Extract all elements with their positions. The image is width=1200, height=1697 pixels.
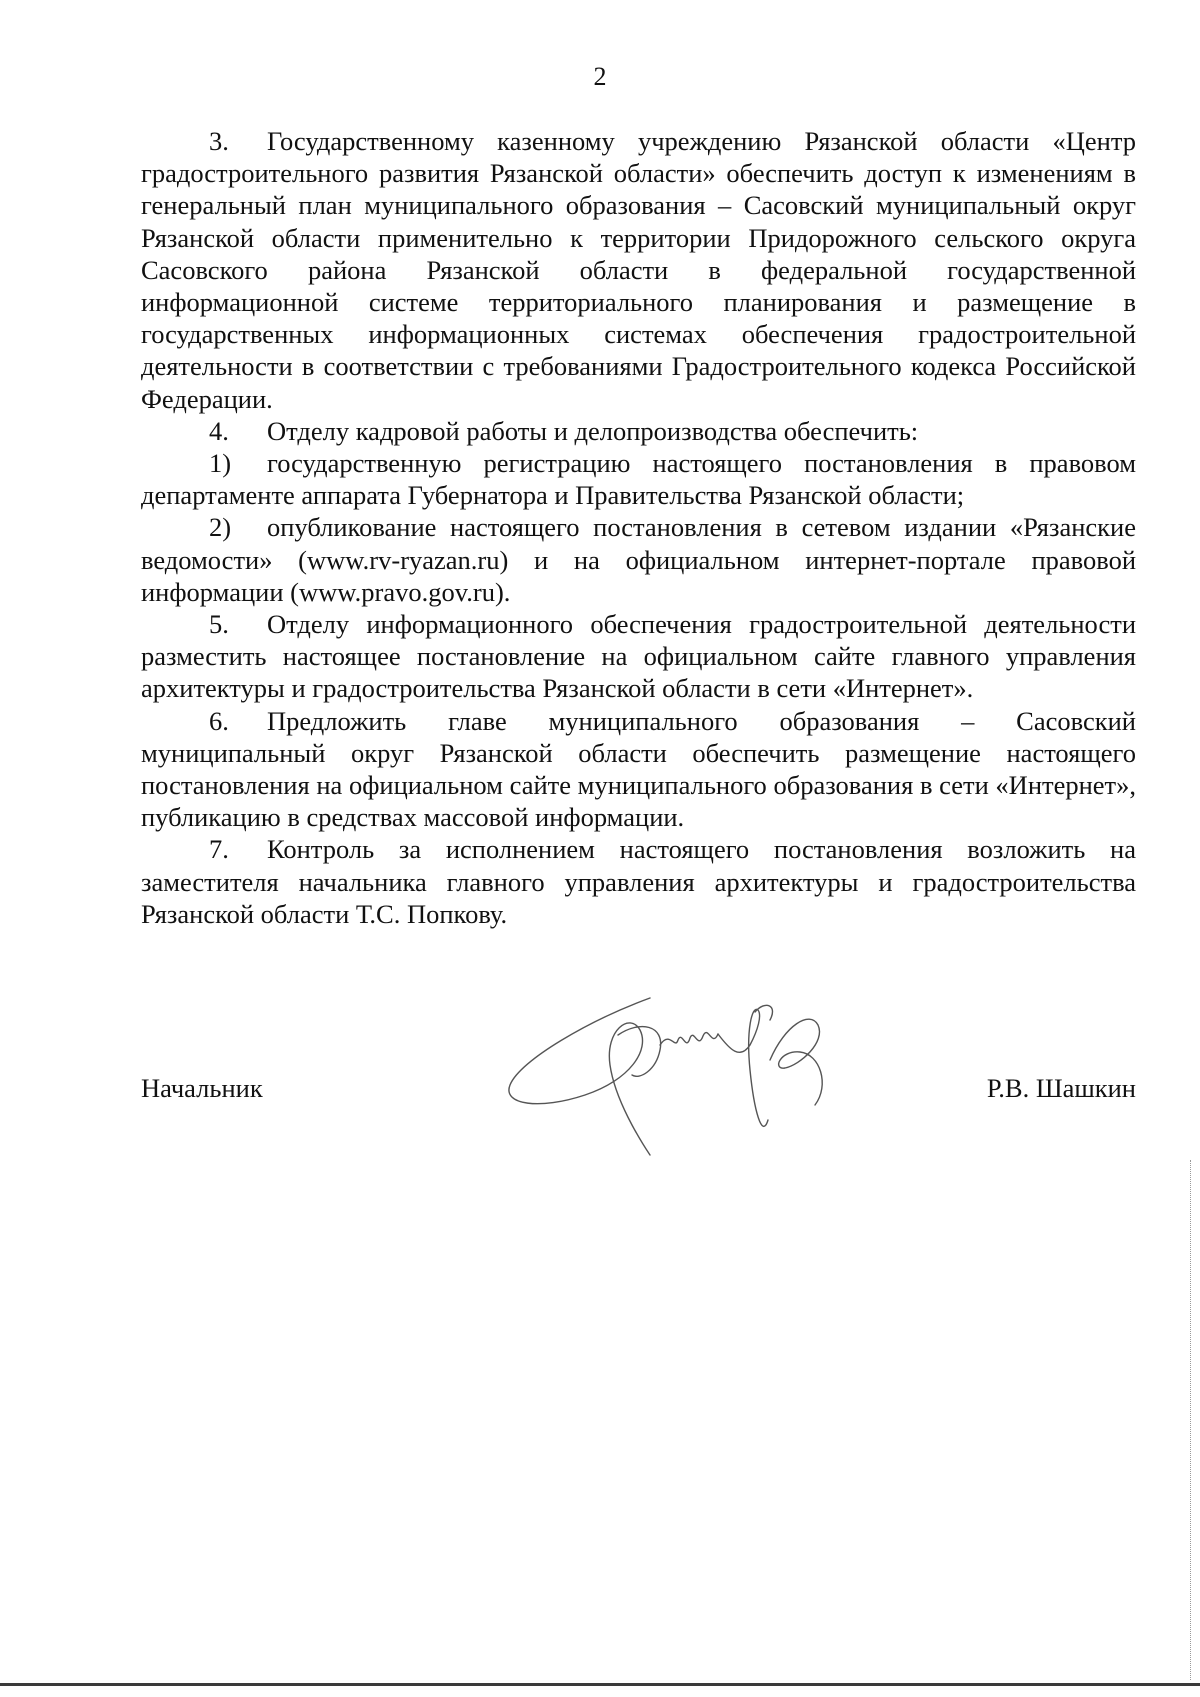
paragraph-4 [141, 415, 1136, 447]
paragraph-number: 2) [209, 512, 232, 543]
paragraph-text: Отделу кадровой работы и делопроизводства обеспечить: [267, 415, 919, 446]
paragraph-5 [141, 608, 1136, 705]
paragraph-text: Отделу информационного обеспечения градостроительной деятельности разместить настоящее постановление на официальном сайте главного управления архитектуры и градостроительства Рязанской области в сети «Интернет». [141, 609, 1136, 704]
paragraph-text: Контроль за исполнением настоящего постановления возложить на заместителя начальника главного управления архитектуры и градостроительства Рязанской области Т.С. Попкову. [141, 834, 1136, 929]
paragraph-number: 5. [209, 609, 229, 640]
paragraph-text: Государственному казенному учреждению Рязанской области «Центр градостроительного развития Рязанской области» обеспечить доступ к изменениям в генеральный план муниципального образования – Сасовский муниципальный округ Рязанской области применительно к территории Придорожного сельского округа Сасовского района Рязанской области в федеральной государственной информационной системе территориального планирования и размещение в государственных информационных системах обеспечения градостроительной деятельности в соответствии с требованиями Градостроительного кодекса Российской Федерации. [141, 126, 1136, 414]
scan-edge-artifact [1190, 1160, 1192, 1680]
subparagraph-2 [141, 511, 1136, 608]
paragraph-number: 4. [209, 415, 229, 446]
paragraph-number: 1) [209, 448, 232, 479]
subparagraph-1 [141, 447, 1136, 511]
signatory-name: Р.В. Шашкин [986, 1073, 1136, 1103]
page-number: 2 [593, 62, 607, 91]
signatory-position: Начальник [141, 1073, 263, 1103]
document-body [141, 125, 1136, 930]
paragraph-number: 6. [209, 705, 229, 736]
scan-bottom-line [0, 1683, 1200, 1686]
paragraph-7 [141, 833, 1136, 930]
paragraph-text: государственную регистрацию настоящего постановления в правовом департаменте аппарата Губернатора и Правительства Рязанской области; [141, 448, 1136, 511]
paragraph-text: Предложить главе муниципального образования – Сасовский муниципальный округ Рязанской области обеспечить размещение настоящего постановления на официальном сайте муниципального образования в сети «Интернет», публикацию в средствах массовой информации. [141, 705, 1136, 833]
paragraph-6 [141, 705, 1136, 834]
paragraph-3 [141, 125, 1136, 415]
paragraph-text: опубликование настоящего постановления в сетевом издании «Рязанские ведомости» (www.rv-ryazan.ru) и на официальном интернет-портале правовой информации (www.pravo.gov.ru). [141, 512, 1136, 607]
paragraph-number: 3. [209, 126, 229, 156]
signature-block [141, 1060, 1136, 1103]
paragraph-number: 7. [209, 834, 229, 865]
